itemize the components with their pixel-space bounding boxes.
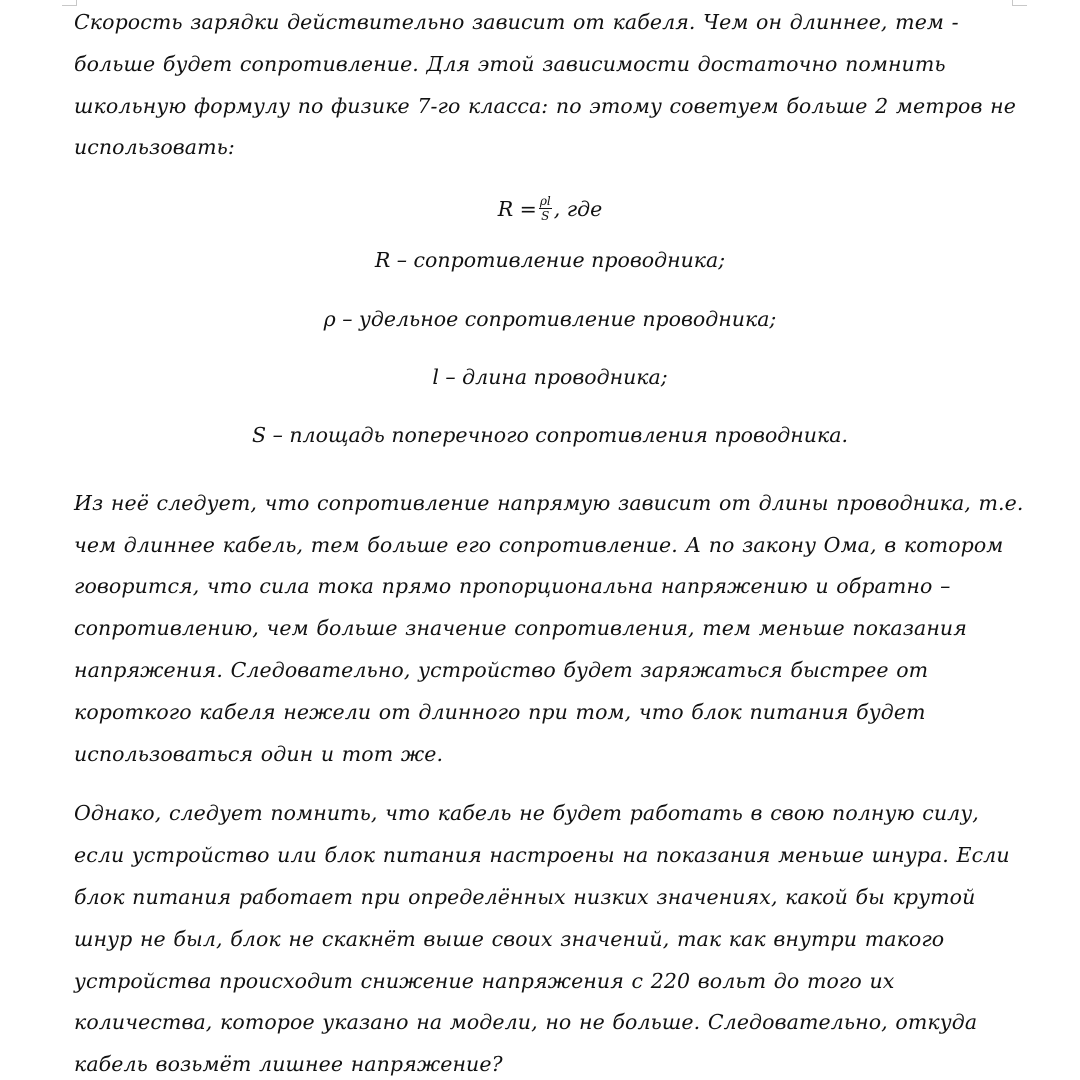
formula-denominator: S [541,209,550,224]
definition-resistance: R – сопротивление проводника; [374,248,726,273]
formula-suffix: , где [553,197,603,222]
formula-block [74,187,1026,465]
definition-resistivity: ρ – удельное сопротивление проводника; [323,306,777,331]
resistance-formula [74,187,1026,231]
paragraph-ohms-law: Из неё следует, что сопротивление напрямую зависит от длины проводника, т.е. чем длиннее кабель, тем больше его сопротивление. А по закону Ома, в котором говорится, что сила тока прямо пропорциональна напряжению и обратно – сопротивлению, чем больше значение сопротивления, тем меньше показания напряжения. Следовательно, устройство будет заряжаться быстрее от короткого кабеля нежели от длинного при том, что блок питания будет использоваться один и тот же. [74,490,1024,766]
paragraph-cable-speed: Скорость зарядки действительно зависит от кабеля. Чем он длиннее, тем - больше будет сопротивление. Для этой зависимости достаточно помнить школьную формулу по физике 7-го класса: по этому советуем больше 2 метров не использовать: [74,10,1016,160]
formula-numerator: ρl [539,194,551,209]
definition-length: l – длина проводника; [432,364,668,389]
formula-lhs: R = [497,197,537,222]
formula-fraction [539,195,552,222]
paragraph-power-supply: Однако, следует помнить, что кабель не будет работать в свою полную силу, если устройство или блок питания настроены на показания меньше шнура. Если блок питания работает при определённых низких значениях, какой бы крутой шнур не был, блок не скакнёт выше своих значений, так как внутри такого устройства происходит снижение напряжения с 220 вольт до того их количества, которое указано на модели, но не больше. Следовательно, откуда кабель возьмёт лишнее напряжение? [74,801,1010,1077]
definition-area: S – площадь поперечного сопротивления проводника. [252,423,848,448]
document-page [74,0,1026,1080]
